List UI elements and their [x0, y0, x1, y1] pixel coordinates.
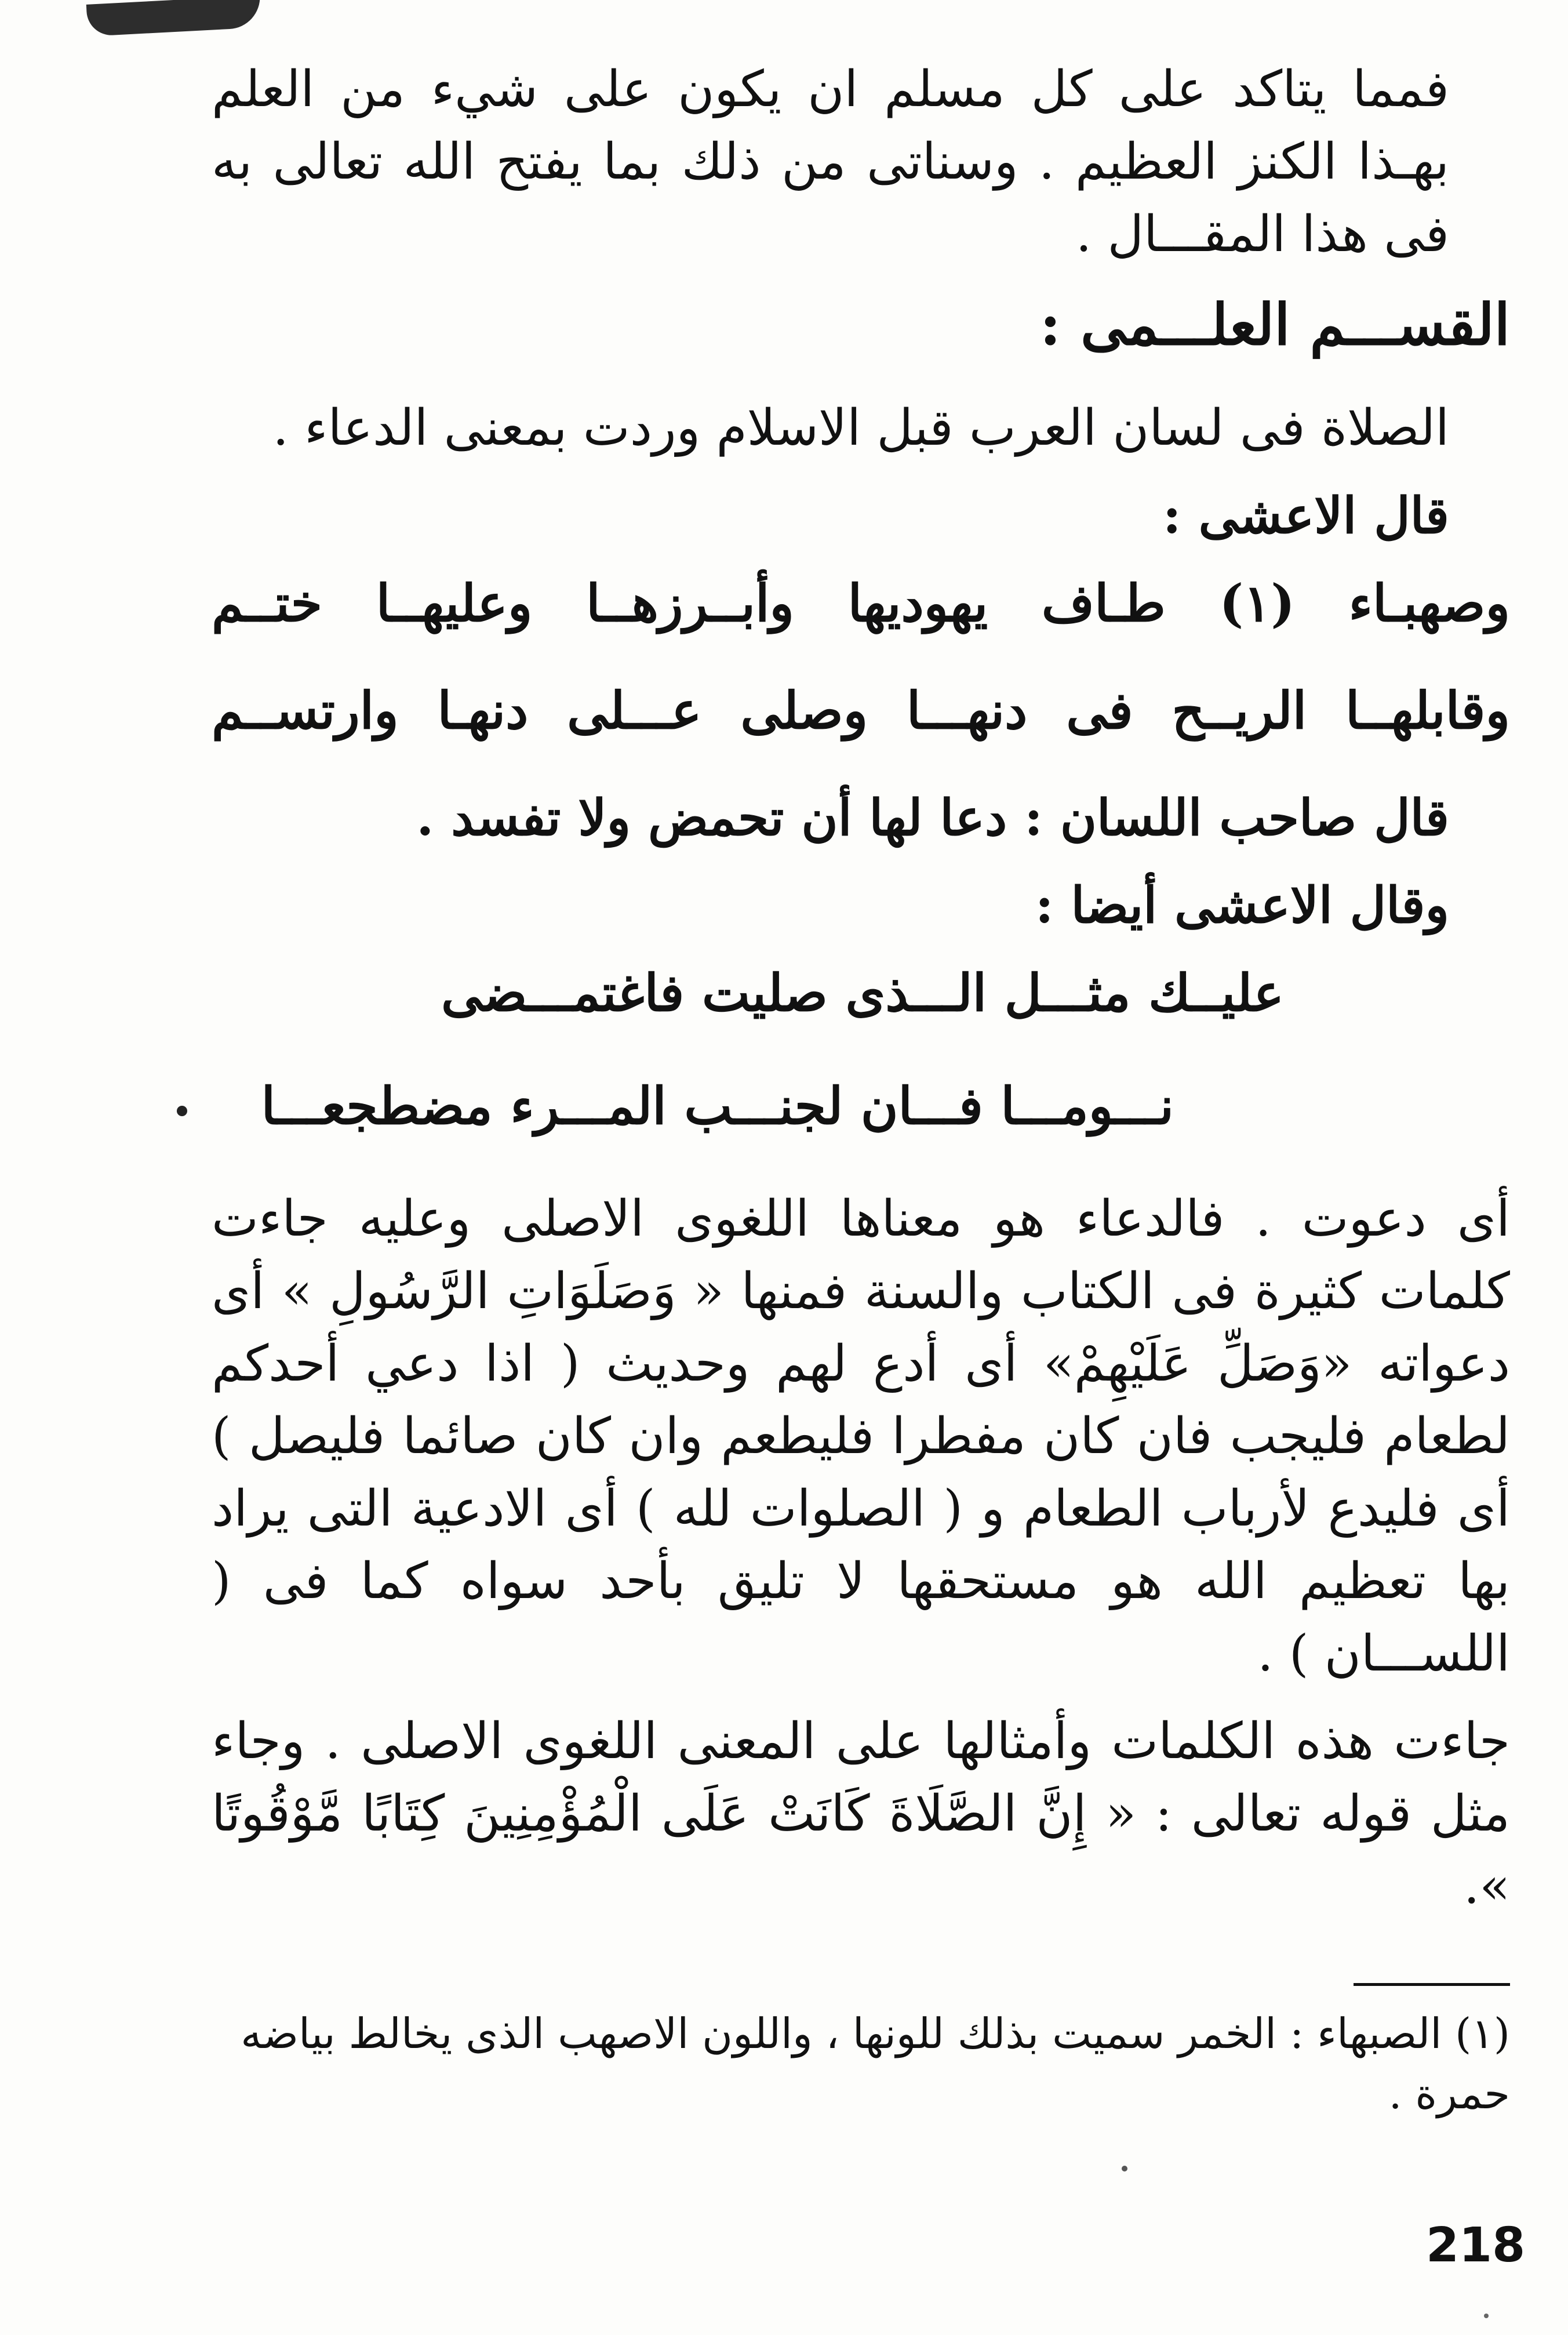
- intro-paragraph: فمما يتاكد على كل مسلم ان يكون على شيء من العلم بهـذا الكنز العظيم . وسناتى من ذلك بما يفتح الله تعالى به فى هذا المقـــال .: [212, 60, 1449, 263]
- poet-introduction-second: وقال الاعشى أيضا :: [1035, 876, 1449, 935]
- footnote-separator: [1354, 1983, 1510, 1986]
- verse-line-second: وقابلهــا الريــح فى دنهـــا وصلى عـــلى دنهـا وارتســم: [212, 680, 1510, 740]
- poet-introduction-first: قال الاعشى :: [1162, 486, 1449, 545]
- closing-paragraph: جاءت هذه الكلمات وأمثالها على المعنى اللغوى الاصلى . وجاء مثل قوله تعالى : « إِنَّ الصَّلَاةَ كَانَتْ عَلَى الْمُؤْمِنِينَ كِتَابًا مَّوْقُوتًا ».: [212, 1712, 1510, 1915]
- definition-paragraph: الصلاة فى لسان العرب قبل الاسلام وردت بمعنى الدعاء .: [272, 399, 1449, 457]
- second-verse-line-first: عليــك مثـــل الـــذى صليت فاغتمـــضى: [441, 963, 1284, 1023]
- footnote-text: (١) الصبهاء : الخمر سميت بذلك للونها ، واللون الاصهب الذى يخالط بياضه حمرة .: [241, 2009, 1510, 2118]
- footnote-block: [212, 2003, 1510, 2124]
- verse-end-dot: [177, 1106, 187, 1116]
- verse-line-first: وصهبـاء (١) طـاف يهوديها وأبــرزهــا وعليهــا ختــم: [212, 573, 1510, 633]
- lisan-note: قال صاحب اللسان : دعا لها أن تحمض ولا تفسد .: [416, 789, 1449, 847]
- second-verse-line-second-text: نـــومـــا فـــان لجنـــب المـــرء مضطجعـــا: [261, 1076, 1174, 1136]
- second-verse-line-second: [212, 1070, 1510, 1142]
- main-paragraph: أى دعوت . فالدعاء هو معناها اللغوى الاصلى وعليه جاءت كلمات كثيرة فى الكتاب والسنة فمنها « وَصَلَوَاتِ الرَّسُولِ » أى دعواته «وَصَلِّ عَلَيْهِمْ» أى أدع لهم وحديث ( اذا دعي أحدكم لطعام فليجب فان كان مفطرا فليطعم وان كان صائما فليصل ) أى فليدع لأرباب الطعام و ( الصلوات لله ) أى الادعية التى يراد بها تعظيم الله هو مستحقها لا تليق بأحد سواه كما فى ( اللســـان ) .: [212, 1190, 1510, 1683]
- main-text-column: [212, 53, 1510, 1938]
- scan-dust-dot: [1122, 2166, 1127, 2171]
- scan-shadow-mark: [86, 0, 261, 37]
- scan-dust-dot: [1484, 2314, 1489, 2318]
- section-heading: القســـم العلـــمى :: [1039, 292, 1510, 358]
- page-number: 218: [1426, 2218, 1526, 2273]
